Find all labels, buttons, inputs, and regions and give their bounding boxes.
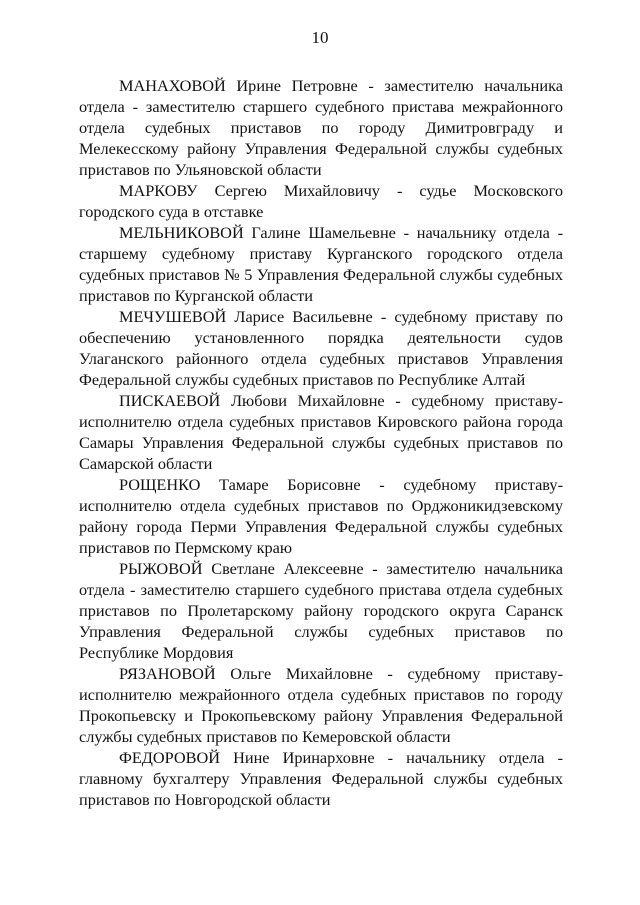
page-number: 10 xyxy=(311,28,329,47)
award-list xyxy=(79,75,563,810)
list-item: МАНАХОВОЙ Ирине Петровне - заместителю начальника отдела - заместителю старшего судебного пристава межрайонного отдела судебных приставов по городу Димитровграду и Мелекесскому району Управления Федеральной службы судебных приставов по Ульяновской области xyxy=(79,76,563,179)
list-item: РОЩЕНКО Тамаре Борисовне - судебному приставу-исполнителю отдела судебных приставов по Орджоникидзевскому району города Перми Управления Федеральной службы судебных приставов по Пермскому краю xyxy=(79,475,563,557)
list-item: ПИСКАЕВОЙ Любови Михайловне - судебному приставу-исполнителю отдела судебных приставов Кировского района города Самары Управления Федеральной службы судебных приставов по Самарской области xyxy=(79,391,563,473)
list-item: МЕЧУШЕВОЙ Ларисе Васильевне - судебному приставу по обеспечению установленного порядка деятельности судов Улаганского районного отдела судебных приставов Управления Федеральной службы судебных приставов по Республике Алтай xyxy=(79,307,563,389)
list-item: РЫЖОВОЙ Светлане Алексеевне - заместителю начальника отдела - заместителю старшего судебного пристава отдела судебных приставов по Пролетарскому району городского округа Саранск Управления Федеральной службы судебных приставов по Республике Мордовия xyxy=(79,559,563,662)
list-item: МАРКОВУ Сергею Михайловичу - судье Московского городского суда в отставке xyxy=(79,181,563,221)
list-item: РЯЗАНОВОЙ Ольге Михайловне - судебному приставу-исполнителю межрайонного отдела судебных приставов по городу Прокопьевску и Прокопьевскому району Управления Федеральной службы судебных приставов по Кемеровской области xyxy=(79,664,563,746)
list-item: МЕЛЬНИКОВОЙ Галине Шамельевне - начальнику отдела - старшему судебному приставу Курганского городского отдела судебных приставов № 5 Управления Федеральной службы судебных приставов по Курганской области xyxy=(79,223,563,305)
list-item: ФЕДОРОВОЙ Нине Иринарховне - начальнику отдела - главному бухгалтеру Управления Федеральной службы судебных приставов по Новгородской области xyxy=(79,748,563,809)
